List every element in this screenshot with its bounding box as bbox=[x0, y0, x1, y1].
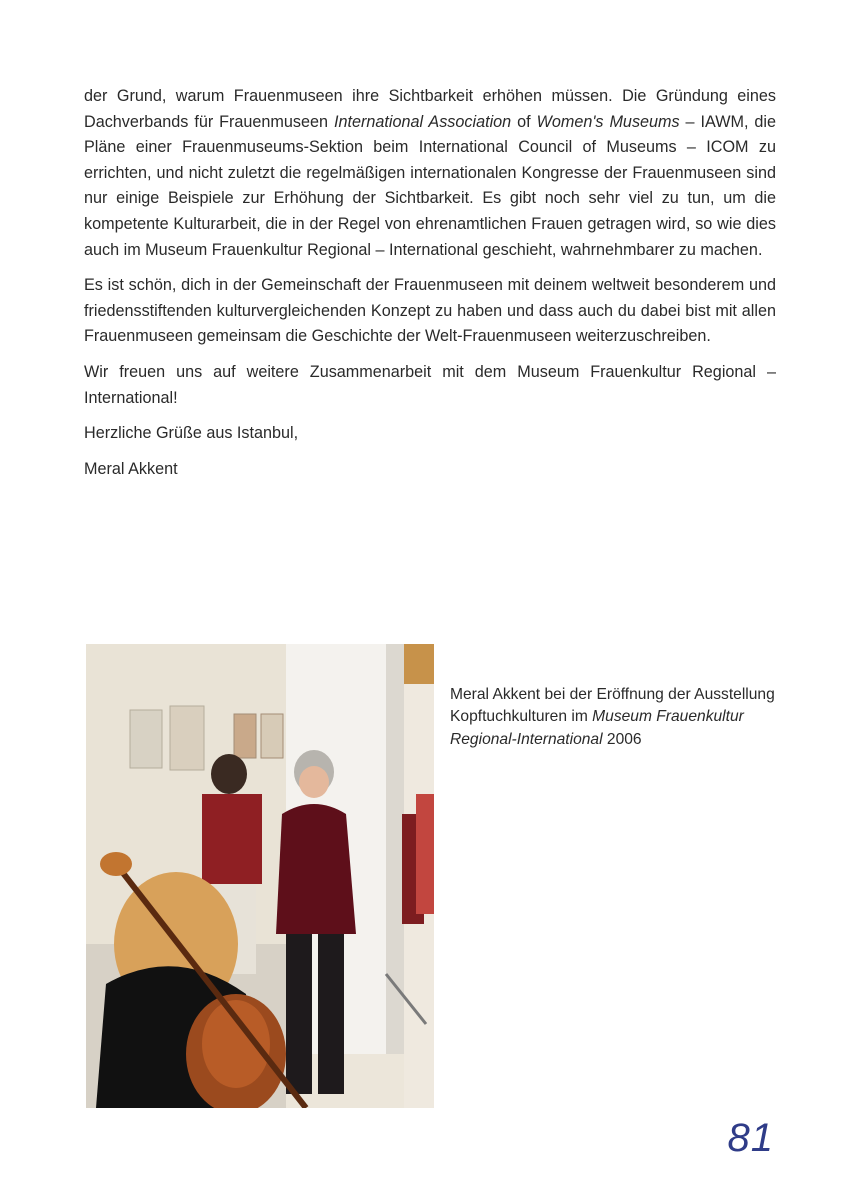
paragraph-1 bbox=[84, 84, 776, 263]
p1-text-1: der Grund, warum Frauenmuseen ihre Sichtbarkeit erhöhen müssen. Die Gründung eines Dachverbands für Frauenmuseen bbox=[84, 87, 776, 131]
p1-text-2: of bbox=[511, 112, 537, 131]
caption-italic: Museum Frauenkultur Regional-International bbox=[450, 708, 744, 748]
body-text bbox=[84, 84, 776, 490]
photo-illustration bbox=[86, 644, 434, 1108]
signature: Meral Akkent bbox=[84, 459, 178, 478]
caption-text-1: Meral Akkent bei der Eröffnung der Ausstellung Kopftuchkulturen im bbox=[450, 686, 775, 726]
page-number: 81 bbox=[727, 1116, 774, 1160]
p1-italic-1: International Association bbox=[333, 112, 512, 131]
paragraph-2: Es ist schön, dich in der Gemeinschaft der Frauenmuseen mit deinem weltweit besonderem und friedensstiftenden kulturvergleichenden Konzept zu haben und dass auch du dabei bist mit allen Frauenmuseen gemeinsam die Geschichte der Welt-Frauenmuseen weiterzuschreiben. bbox=[84, 276, 776, 346]
p1-text-3: – IAWM, die Pläne einer Frauenmuseums-Sektion beim International Council of Museums – ICOM zu errichten, und nicht zuletzt die regelmäßigen internationalen Kongresse der Frauenmuseen sind nur einige Beispiele zur Erhöhung der Sichtbarkeit. Es gibt noch sehr viel zu tun, um die kompetente Kulturarbeit, die in der Regel von ehrenamtlichen Frauen getragen wird, so wie dies auch im Museum Frauenkultur Regional – International geschieht, wahrnehmbarer zu machen. bbox=[84, 112, 776, 259]
p1-italic-2: Women's Museums bbox=[536, 112, 680, 131]
photo-caption bbox=[450, 684, 780, 751]
caption-text-2: 2006 bbox=[602, 730, 642, 748]
paragraph-3: Wir freuen uns auf weitere Zusammenarbeit mit dem Museum Frauenkultur Regional – International! bbox=[84, 362, 776, 407]
event-photo bbox=[86, 644, 434, 1108]
greeting: Herzliche Grüße aus Istanbul, bbox=[84, 424, 299, 443]
